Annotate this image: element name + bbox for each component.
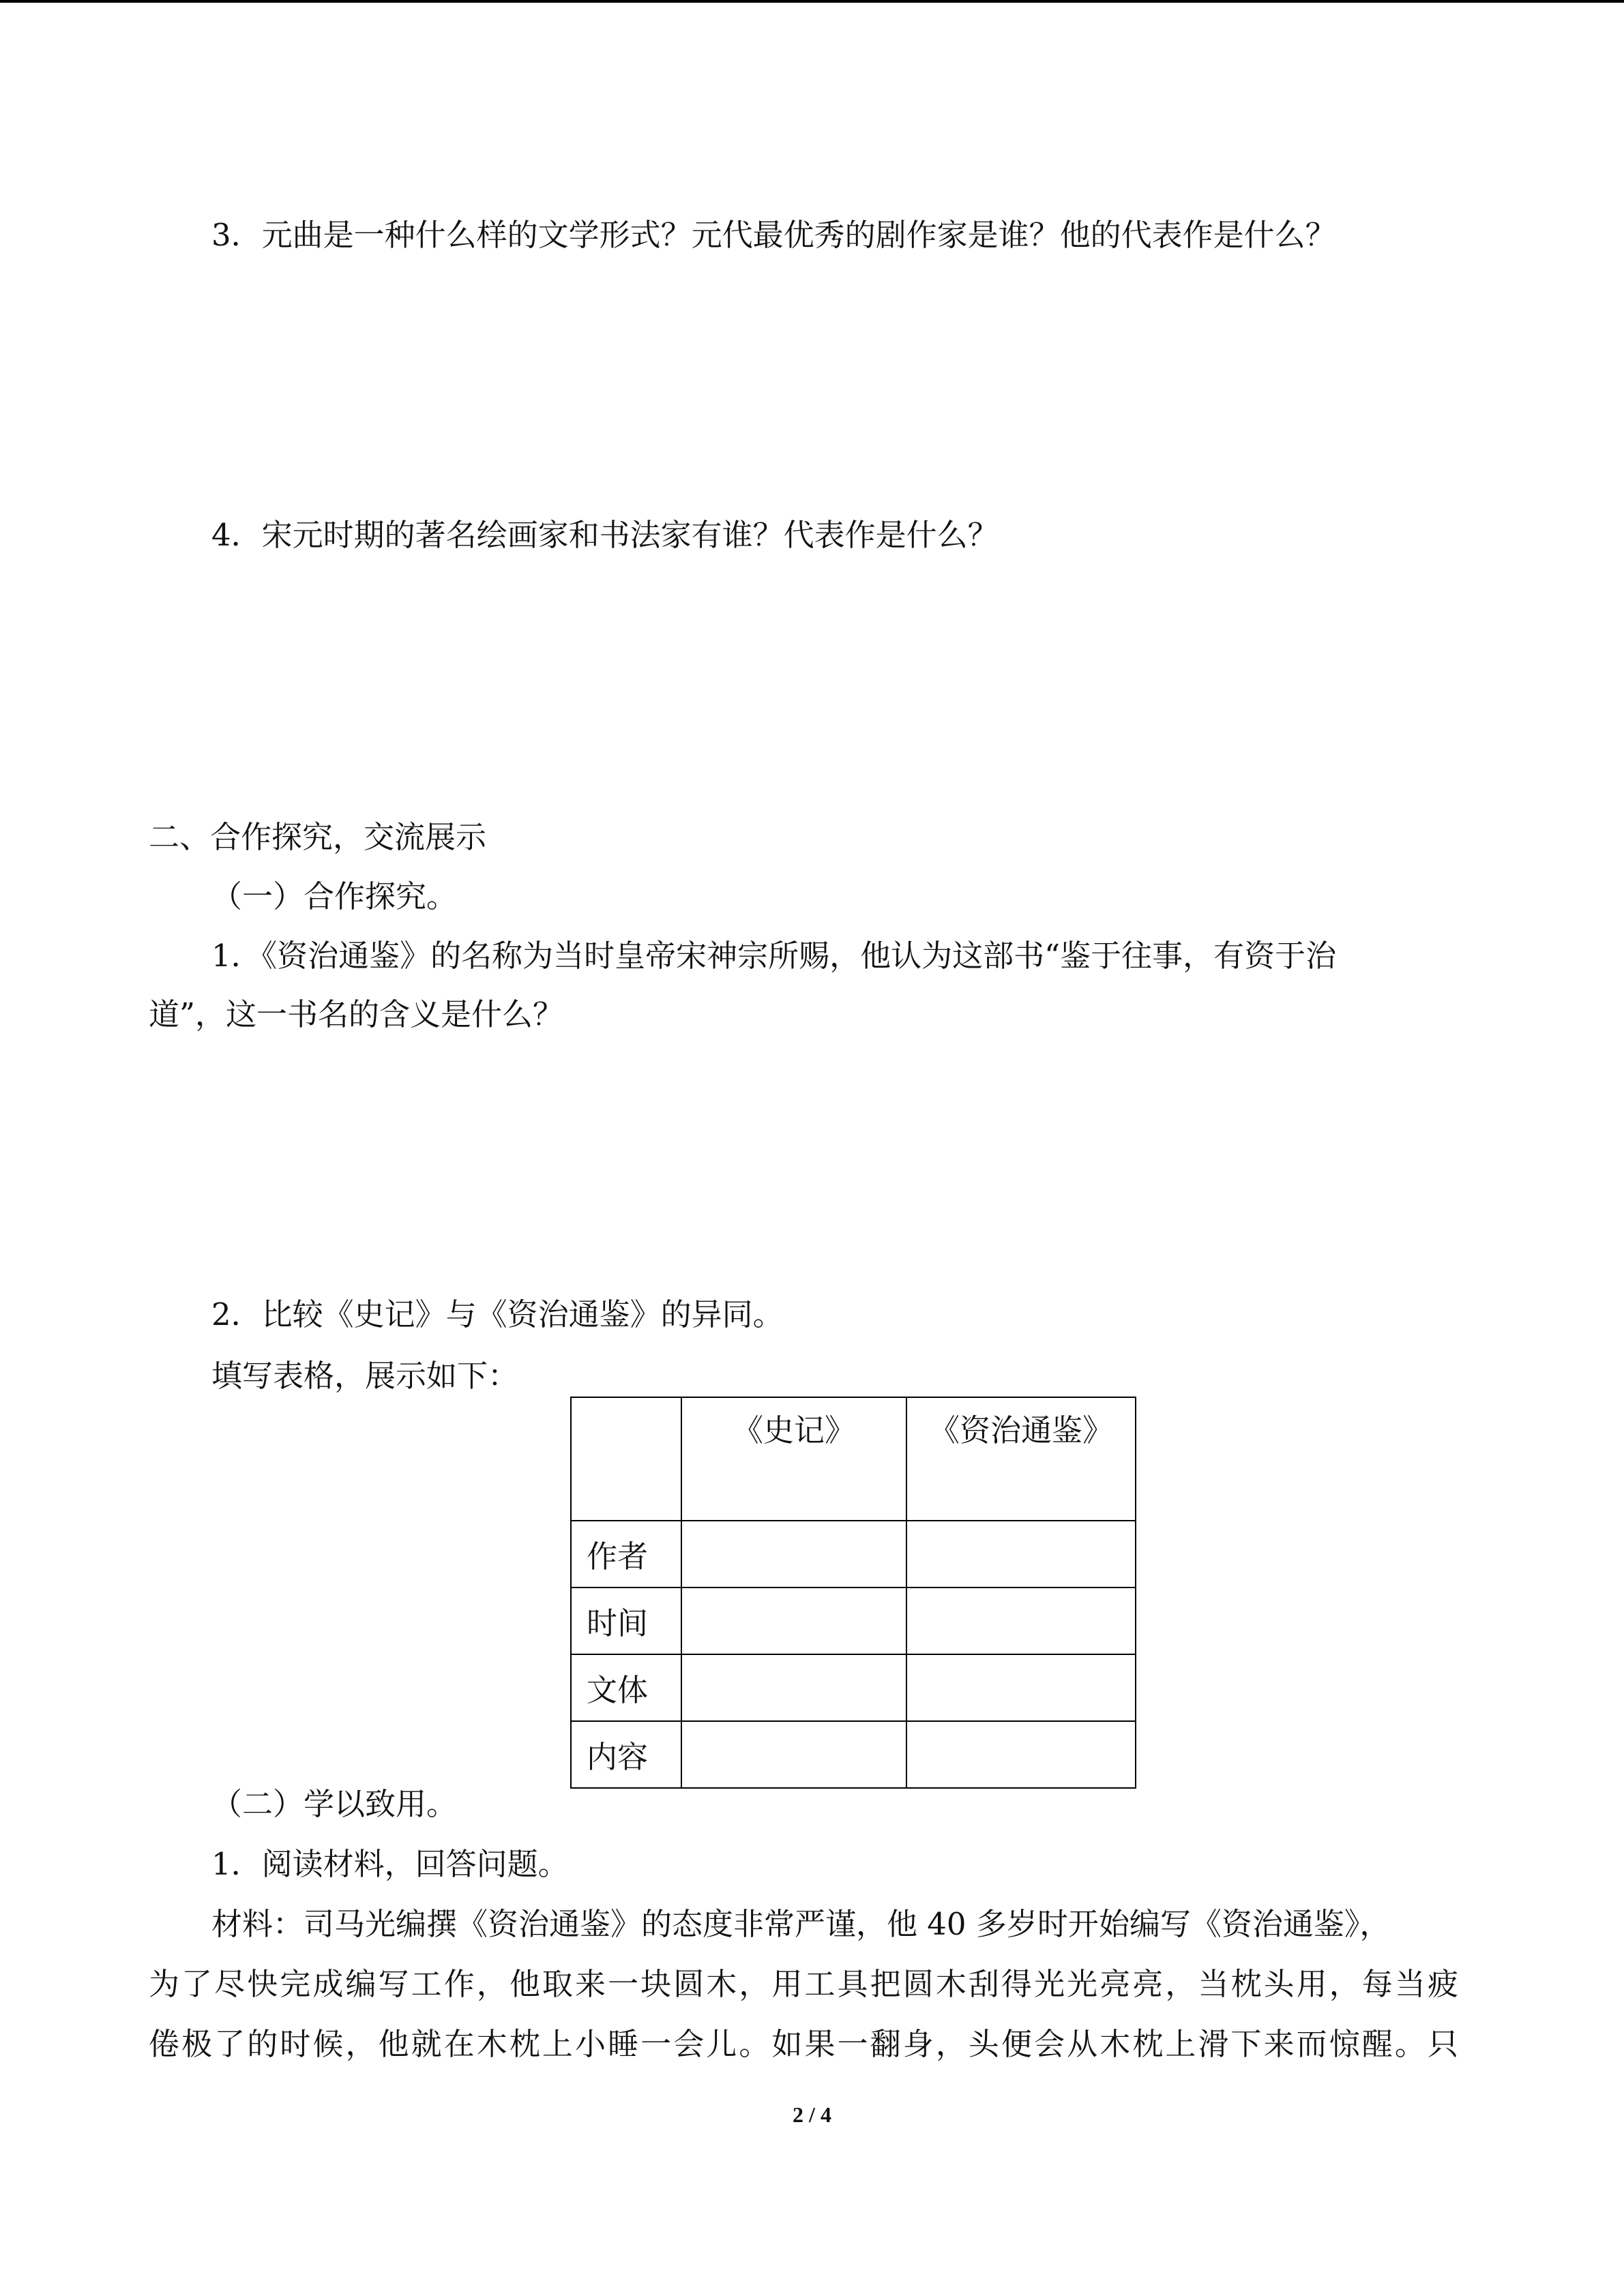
table-corner-cell bbox=[571, 1397, 681, 1521]
table-row bbox=[571, 1654, 1136, 1721]
blank-answer-cell[interactable] bbox=[681, 1654, 906, 1721]
row-label-time: 时间 bbox=[571, 1587, 681, 1654]
top-border-rule bbox=[0, 0, 1624, 3]
header-shiji bbox=[681, 1397, 906, 1521]
blank-answer-cell[interactable] bbox=[681, 1721, 906, 1788]
blank-answer-cell[interactable] bbox=[681, 1587, 906, 1654]
fill-table-prompt: 填写表格，展示如下： bbox=[211, 1358, 519, 1394]
blank-answer-cell[interactable] bbox=[906, 1521, 1136, 1587]
page-number: 2 / 4 bbox=[793, 2102, 831, 2127]
row-label-author: 作者 bbox=[571, 1521, 681, 1587]
subsection-1-heading: （一）合作探究。 bbox=[211, 878, 458, 914]
material-line-2: 为了尽快完成编写工作，他取来一块圆木，用工具把圆木刮得光光亮亮，当枕头用，每当疲 bbox=[149, 1966, 1458, 2002]
header-shiji-part-2: 记》 bbox=[794, 1412, 856, 1448]
blank-answer-cell[interactable] bbox=[906, 1587, 1136, 1654]
table-header-row bbox=[571, 1397, 1136, 1521]
question-4: 4．宋元时期的著名绘画家和书法家有谁？代表作是什么？ bbox=[211, 517, 999, 553]
coop-question-1-line-1: 1．《资治通鉴》的名称为当时皇帝宋神宗所赐，他认为这部书“鉴于往事，有资于治 bbox=[211, 938, 1337, 974]
header-zizhitongjian: 《资治通鉴》 bbox=[906, 1397, 1136, 1521]
material-line-1: 材料：司马光编撰《资治通鉴》的态度非常严谨，他 40 多岁时开始编写《资治通鉴》， bbox=[211, 1906, 1391, 1942]
material-line-3: 倦极了的时候，他就在木枕上小睡一会儿。如果一翻身，头便会从木枕上滑下来而惊醒。只 bbox=[149, 2026, 1458, 2062]
coop-question-1-line-2: 道”，这一书名的含义是什么？ bbox=[149, 996, 564, 1032]
subsection-2-heading: （二）学以致用。 bbox=[211, 1786, 458, 1822]
blank-answer-cell[interactable] bbox=[906, 1721, 1136, 1788]
table-row bbox=[571, 1521, 1136, 1587]
question-3: 3．元曲是一种什么样的文学形式？元代最优秀的剧作家是谁？他的代表作是什么？ bbox=[211, 217, 1336, 253]
table-row bbox=[571, 1587, 1136, 1654]
coop-question-2: 2．比较《史记》与《资治通鉴》的异同。 bbox=[211, 1296, 784, 1332]
header-shiji-part-1: 《史 bbox=[732, 1412, 794, 1448]
row-label-content: 内容 bbox=[571, 1721, 681, 1788]
reading-question-1: 1．阅读材料，回答问题。 bbox=[211, 1846, 569, 1882]
section-2-heading: 二、合作探究，交流展示 bbox=[149, 819, 487, 855]
blank-answer-cell[interactable] bbox=[906, 1654, 1136, 1721]
row-label-style: 文体 bbox=[571, 1654, 681, 1721]
table-row bbox=[571, 1721, 1136, 1788]
blank-answer-cell[interactable] bbox=[681, 1521, 906, 1587]
comparison-table bbox=[570, 1397, 1136, 1789]
